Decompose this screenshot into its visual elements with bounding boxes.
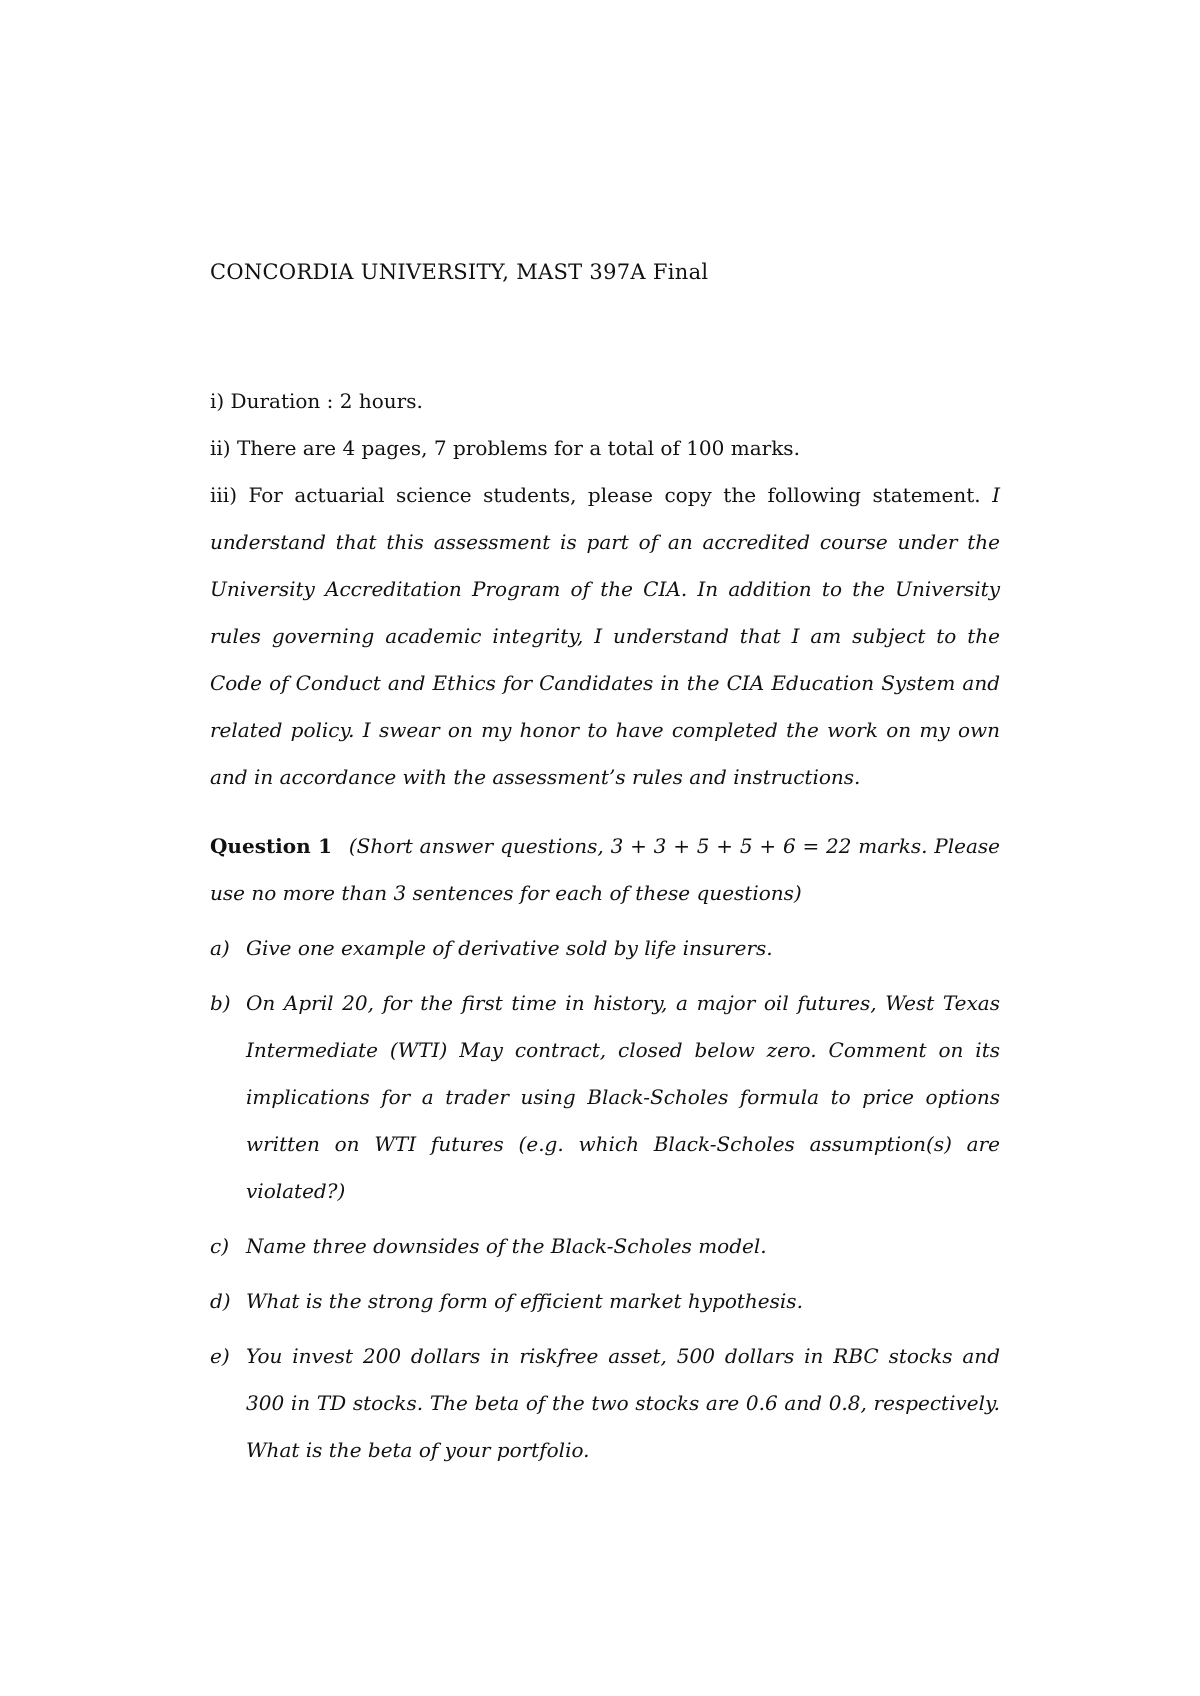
statement-intro: iii) For actuarial science students, please copy the following statement. — [210, 483, 981, 507]
question-item-b — [210, 980, 1000, 1215]
item-label: e) — [210, 1344, 230, 1368]
question-item-d — [210, 1278, 1000, 1325]
question-item-e — [210, 1333, 1000, 1474]
item-label: d) — [210, 1289, 231, 1313]
item-text: Give one example of derivative sold by life insurers. — [246, 936, 773, 960]
instruction-duration: i) Duration : 2 hours. — [210, 389, 423, 413]
question-item-a — [210, 925, 1000, 972]
exam-header: CONCORDIA UNIVERSITY, MAST 397A Final — [210, 260, 709, 284]
item-text: On April 20, for the first time in history, a major oil futures, West Texas Intermediate (WTI) May contract, closed below zero. Comment on its implications for a trader using Black-Scholes formula to price options written on WTI futures (e.g. which Black-Scholes assumption(s) are violated?) — [246, 991, 1000, 1203]
item-text: You invest 200 dollars in riskfree asset, 500 dollars in RBC stocks and 300 in TD stocks. The beta of the two stocks are 0.6 and 0.8, respectively. What is the beta of your portfolio. — [246, 1344, 1000, 1462]
question-1-title: Question 1 — [210, 834, 332, 858]
question-1-heading — [210, 823, 1000, 917]
exam-content — [210, 378, 1000, 1482]
question-1-note: (Short answer questions, 3 + 3 + 5 + 5 + 6 = 22 marks. Please use no more than 3 sentences for each of these questions) — [210, 834, 1001, 905]
item-label: c) — [210, 1234, 230, 1258]
integrity-statement: I understand that this assessment is part of an accredited course under the University Accreditation Program of the CIA. In addition to the University rules governing academic integrity, I understand that I am subject to the Code of Conduct and Ethics for Candidates in the CIA Education System and related policy. I swear on my honor to have completed the work on my own and in accordance with the assessment’s rules and instructions. — [210, 483, 1000, 789]
item-label: b) — [210, 991, 231, 1015]
question-1-items — [210, 925, 1000, 1474]
instruction-statement — [210, 472, 1000, 801]
question-item-c — [210, 1223, 1000, 1270]
instruction-pages: ii) There are 4 pages, 7 problems for a total of 100 marks. — [210, 436, 800, 460]
item-text: Name three downsides of the Black-Scholes model. — [246, 1234, 767, 1258]
item-text: What is the strong form of efficient market hypothesis. — [246, 1289, 803, 1313]
item-label: a) — [210, 936, 230, 960]
